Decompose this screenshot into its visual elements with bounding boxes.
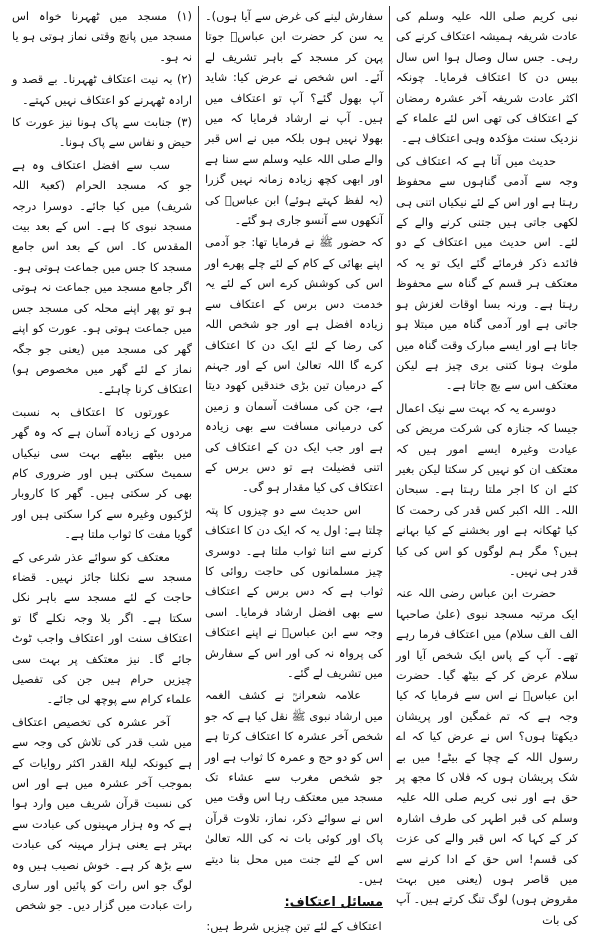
paragraph: علامہ شعرانیؒ نے کشف الغمہ میں ارشاد نبوی ﷺ نقل کیا ہے کہ جو شخص آخر عشرہ کا اعتکاف کرتا ہے اس کو دو حج و عمرہ کا ثواب ہے اور جو شخص مغرب سے عشاء تک مسجد میں معتکف رہا اس وقت میں اس نے سوائے ذکر، نماز، تلاوت قرآن پاک اور کوئی بات نہ کی اللہ تعالیٰ اس کے لئے جنت میں محل بنا دیتے ہیں۔ (205, 688, 383, 887)
paragraph: آخر عشرہ کی تخصیص اعتکاف میں شب قدر کی تلاش کی وجہ سے ہے کیونکہ لیلۃ القدر اکثر روایات کے بموجب آخر عشرہ میں ہے اور اس کی نسبت قرآن شریف میں وارد ہوا ہے کہ وہ ہزار مہینوں کی عبادت سے بہتر ہے یعنی ہزار مہینہ کی عبادت سے بڑھ کر ہے۔ خوش نصیب ہیں وہ لوگ جو اس رات کو پائیں اور ساری رات عبادت میں گزار دیں۔ جو شخص (12, 714, 192, 913)
text-column-right (390, 6, 584, 927)
section-subline: اعتکاف کے لئے تین چیزیں شرط ہیں: (206, 918, 382, 933)
text-column-left (6, 6, 198, 913)
paragraph: عورتوں کا اعتکاف بہ نسبت مردوں کے زیادہ آسان ہے کہ وہ گھر میں بیٹھے بیٹھے بہت سی نیکیاں سمیٹ سکتی ہیں اور ضروری کام بھی کر سکتی ہیں۔ گھر کا کاروبار لڑکیوں وغیرہ سے کرا سکتی ہیں اور گویا مفت کا ثواب ملتا ہے۔ (12, 404, 192, 542)
paragraph: معتکف کو سوائے عذر شرعی کے مسجد سے نکلنا جائز نہیں۔ قضاء حاجت کے لئے مسجد سے باہر نکل سکتا ہے۔ اگر بلا وجہ نکلے گا تو اعتکاف سنت اور اعتکاف واجب ٹوٹ جائے گا۔ نیز معتکف پر بہت سی چیزیں حرام ہیں جن کی تفصیل علماء کرام سے پوچھ لی جائے۔ (12, 549, 192, 707)
paragraph: اس حدیث سے دو چیزوں کا پتہ چلتا ہے: اول یہ کہ ایک دن کا اعتکاف کرنے سے اتنا ثواب ملتا ہے۔ دوسری چیز مسلمانوں کی حاجت روائی کا ثواب ہے کہ دس برس کے اعتکاف سے بھی افضل ارشاد فرمایا۔ اسی وجہ سے ابن عباسؓ نے اپنے اعتکاف کی پرواہ نہ کی اور اس کے سفارش میں تشریف لے گئے۔ (205, 502, 383, 680)
paragraph: سب سے افضل اعتکاف وہ ہے جو کہ مسجد الحرام (کعبۃ اللہ شریف) میں کیا جائے۔ دوسرا درجہ مسجد نبوی کا ہے۔ اس کے بعد بیت المقدس کا۔ اس کے بعد اس جامع مسجد کا جس میں جماعت ہوتی ہو۔ اگر جامع مسجد میں جماعت نہ ہوتی ہو تو پھر اپنے محلہ کی مسجد جس میں جماعت ہوتی ہو۔ عورت کو اپنے گھر کی مسجد میں (یعنی جو جگہ نماز کے لئے گھر میں مخصوص ہو) اعتکاف کرنا چاہئے۔ (12, 157, 192, 397)
paragraph: (۳) جنابت سے پاک ہونا نیز عورت کا حیض و نفاس سے پاک ہونا۔ (12, 115, 192, 150)
paragraph: (۱) مسجد میں ٹھہرنا خواہ اس مسجد میں پانچ وقتی نماز ہوتی ہو یا نہ ہو۔ (12, 9, 192, 64)
paragraph: کہ حضور ﷺ نے فرمایا تھا: جو آدمی اپنے بھائی کے کام کے لئے چلے پھرے اور اس کی کوشش کرے اس کے لئے یہ خدمت دس برس کے اعتکاف سے زیادہ افضل ہے اور جو شخص اللہ کی رضا کے لئے ایک دن کا اعتکاف کرے گا اللہ تعالیٰ اس کے اور جہنم کے درمیان تین بڑی خندقیں کھود دیتا ہے، جن کی مسافت آسمان و زمین کی درمیانی مسافت سے بھی زیادہ ہے اور جب ایک دن کے اعتکاف کی اتنی فضیلت ہے تو دس برس کے اعتکاف کی کیا مقدار ہو گی۔ (205, 235, 383, 495)
paragraph: (۲) بہ نیت اعتکاف ٹھہرنا۔ بے قصد و ارادہ ٹھہرنے کو اعتکاف نہیں کہتے۔ (12, 72, 192, 107)
paragraph: حدیث میں آتا ہے کہ اعتکاف کی وجہ سے آدمی گناہوں سے محفوظ رہتا ہے اور اس کے لئے نیکیاں اتنی ہی لکھی جاتی ہیں جتنی کرنے والے کے لئے۔ اس حدیث میں اعتکاف کے دو فائدے ذکر فرمائے گئے ایک تو یہ کہ معتکف ہر قسم کے گناہ سے محفوظ رہتا ہے۔ ورنہ بسا اوقات لغزش ہو جاتی ہے اور آدمی گناہ میں مبتلا ہو جاتا ہے اور ایسے مبارک وقت گناہ میں ملوث ہونا کتنی بری چیز ہے لیکن معتکف اس سے بچ جاتا ہے۔ (396, 153, 578, 393)
text-column-middle (198, 6, 390, 933)
paragraph: سفارش لینے کی غرض سے آیا ہوں)۔ یہ سن کر حضرت ابن عباسؓ جوتا پہن کر مسجد کے باہر تشریف لے آئے۔ اس شخص نے عرض کیا: شاید آپ بھول گئے؟ آپ تو اعتکاف میں ہیں۔ آپ نے ارشاد فرمایا کہ میں بھولا نہیں ہوں بلکہ میں نے اس قبر والے صلی اللہ علیہ وسلم سے سنا ہے اور ابھی کچھ زیادہ زمانہ نہیں گزرا (یہ لفظ کہتے ہوئے) ابن عباسؓ کی آنکھوں سے آنسو جاری ہو گئے۔ (205, 9, 383, 228)
paragraph: دوسرے یہ کہ بہت سے نیک اعمال جیسا کہ جنازہ کی شرکت مریض کی عیادت وغیرہ ایسے امور ہیں کہ معتکف ان کو نہیں کر سکتا لیکن بغیر کئے ان کا اجر ملتا رہتا ہے۔ سبحان اللہ۔ اللہ اکبر کس قدر کی رحمت کا کیا ٹھکانہ ہے اور بخشنے کے کیا بہانے ہیں؟ مگر ہم لوگوں کو اس کی کیا قدر ہی نہیں۔ (396, 400, 578, 578)
paragraph: حضرت ابن عباس رضی اللہ عنہ ایک مرتبہ مسجد نبوی (علیٰ صاحبہا الف الف سلام) میں اعتکاف فرما رہے تھے۔ آپ کے پاس ایک شخص آیا اور سلام عرض کر کے بیٹھ گیا۔ حضرت ابن عباسؓ نے اس سے فرمایا کہ کیا وجہ ہے کہ تم غمگین اور پریشان دیکھتا ہوں؟ اس نے عرض کیا کہ اے رسول اللہ کے چچا کے بیٹے! میں بے شک پریشان ہوں کہ فلاں کا مجھ پر حق ہے اور نبی کریم صلی اللہ علیہ وسلم کی قبر اطہر کی طرف اشارہ کر کے کہا کہ اس قبر والے کی عزت کی قسم! اس حق کے ادا کرنے سے میں قاصر ہوں (یعنی میں بہت مقروض ہوں) لوگ تنگ کرتے ہیں۔ آپ کی بات (396, 586, 578, 927)
section-heading: مسائل اعتکاف: (284, 895, 383, 911)
paragraph: نبی کریم صلی اللہ علیہ وسلم کی عادت شریفہ ہمیشہ اعتکاف کرنے کی رہی۔ جس سال وصال ہوا اس سال بیس دن کا اعتکاف فرمایا۔ چونکہ اکثر عادت شریفہ آخر عشرہ رمضان کے اعتکاف کی تھی اس لئے علماء کے نزدیک سنت مؤکدہ وہی اعتکاف ہے۔ (396, 9, 578, 146)
